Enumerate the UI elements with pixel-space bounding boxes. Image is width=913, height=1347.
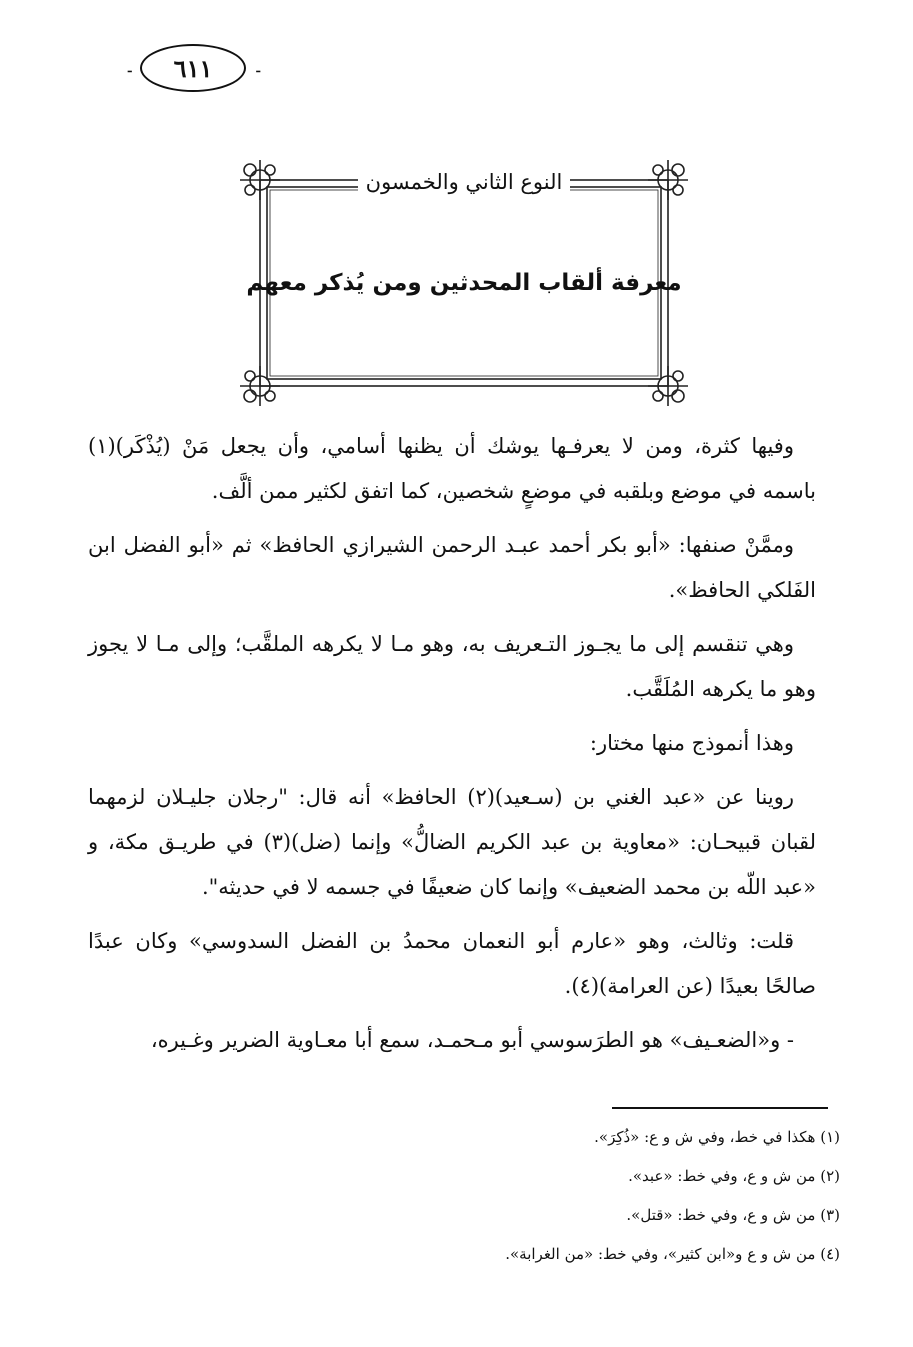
paragraph: وممَّنْ صنفها: «أبو بكر أحمد عبـد الرحمن الشيرازي الحافظ» ثم «أبو الفضل ابن الفَلكي الحافظ». <box>88 533 816 602</box>
paragraph: وهي تنقسم إلى ما يجـوز التـعريف به، وهو مـا لا يكرهه الملقَّب؛ وإلى مـا لا يجوز وهو ما يكرهه المُلَقَّب. <box>88 632 816 701</box>
page-number-badge <box>128 44 260 92</box>
paragraph: قلت: وثالث، وهو «عارم أبو النعمان محمدُ بن الفضل السدوسي» وكان عبدًا صالحًا بعيدًا (عن العرامة)(٤). <box>88 929 816 998</box>
paragraph: وفيها كثرة، ومن لا يعرفـها يوشك أن يظنها أسامي، وأن يجعل مَنْ (يُذْكَر)(١) باسمه في موضع وبلقبه في موضعٍ شخصين، كما اتفق لكثير ممن ألَّف. <box>88 434 816 503</box>
corner-ornament-br <box>648 366 688 406</box>
footnote: (١) هكذا في خط، وفي ش و ع: «ذُكِرَ». <box>594 1128 840 1146</box>
footnote: (٤) من ش و ع و«ابن كثير»، وفي خط: «من الغرابة». <box>505 1245 840 1263</box>
paragraph: - و«الضعـيف» هو الطرَسوسي أبو مـحمـد، سمع أبا معـاوية الضرير وغـيره، <box>150 1028 794 1052</box>
footnotes <box>400 1118 840 1274</box>
badge-right-mark: ـ <box>256 61 260 75</box>
chapter-title: معرفة ألقاب المحدثين ومن يُذكر معهم <box>246 270 682 296</box>
page-number: ٦١١ <box>173 53 213 83</box>
footnote: (٣) من ش و ع، وفي خط: «قتل». <box>626 1206 840 1224</box>
type-label: النوع الثاني والخمسون <box>240 170 688 194</box>
footnote: (٢) من ش و ع، وفي خط: «عبد». <box>628 1167 840 1185</box>
chapter-heading-frame <box>240 160 688 406</box>
paragraph: روينا عن «عبد الغني بن (سـعيد)(٢) الحافظ» أنه قال: "رجلان جليـلان لزمهما لقبان قبيحـان: «معاوية بن عبد الكريم الضالُّ» وإنما (ضل)(٣) في طريـق مكة، و «عبد اللّه بن محمد الضعيف» وإنما كان ضعيفًا في جسمه لا في حديثه". <box>88 785 816 899</box>
badge-left-mark: ـ <box>128 61 132 75</box>
corner-ornament-bl <box>240 366 280 406</box>
main-text <box>88 424 816 1072</box>
footnote-separator <box>612 1107 828 1109</box>
paragraph: وهذا أنموذج منها مختار: <box>589 731 794 755</box>
